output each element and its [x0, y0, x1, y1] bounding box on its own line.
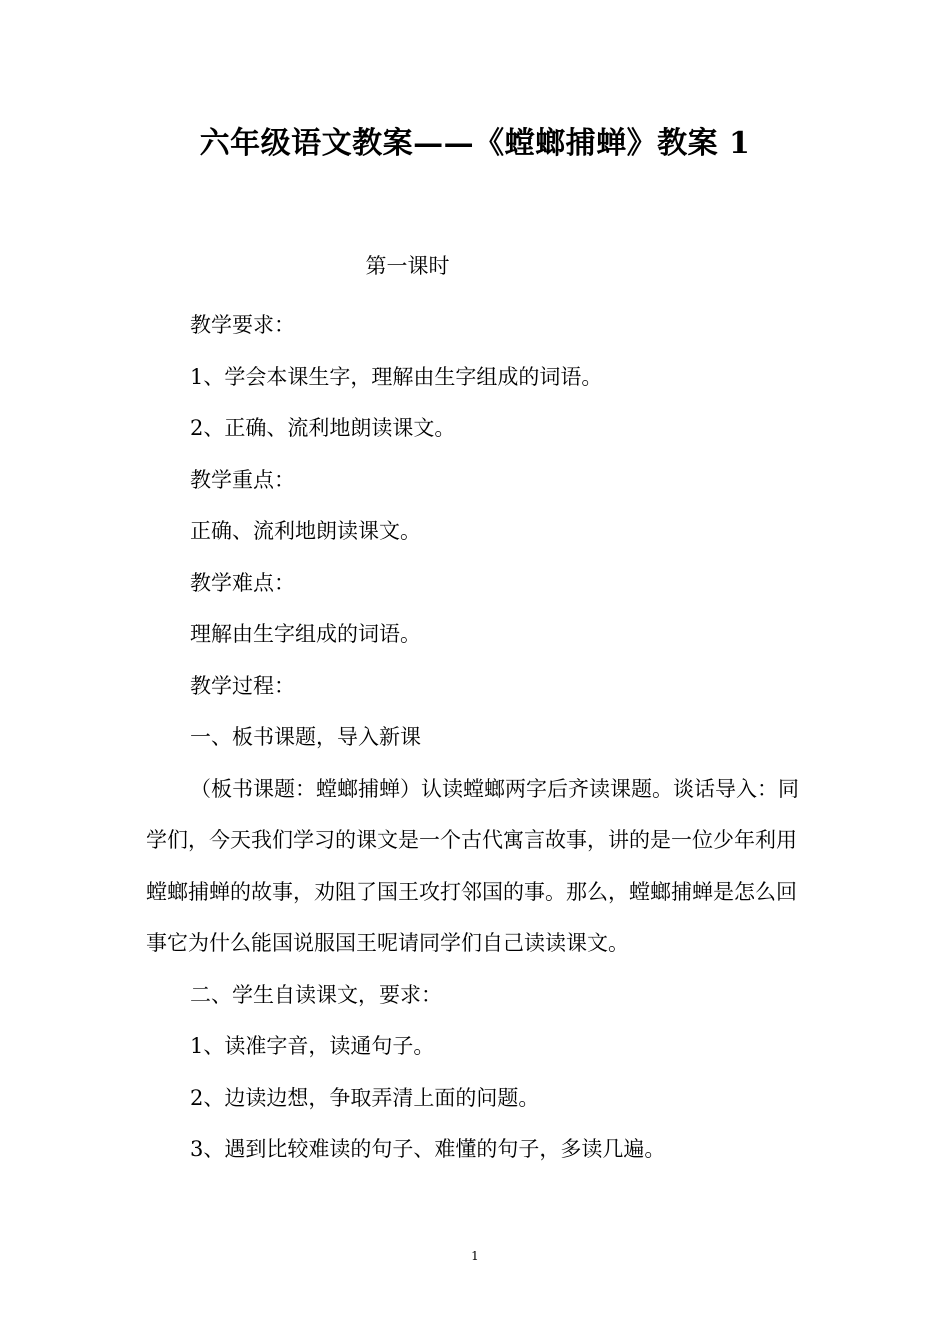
- paragraph: 1、读准字音，读通句子。: [190, 1034, 435, 1058]
- paragraph: 教学过程：: [190, 673, 295, 698]
- paragraph: 教学要求：: [190, 313, 295, 337]
- paragraph: 二、学生自读课文，要求：: [190, 982, 442, 1007]
- paragraph: 一、板书课题，导入新课: [190, 725, 421, 749]
- paragraph: 3、遇到比较难读的句子、难懂的句子，多读几遍。: [190, 1137, 666, 1161]
- paragraph: 2、正确、流利地朗读课文。: [190, 416, 456, 440]
- paragraph: 教学难点：: [190, 570, 295, 595]
- paragraph: 正确、流利地朗读课文。: [190, 519, 421, 543]
- document-body: [146, 300, 806, 1176]
- page-number: 1: [471, 1249, 479, 1263]
- section-subtitle: 第一课时: [365, 254, 450, 278]
- paragraph: 理解由生字组成的词语。: [190, 622, 421, 646]
- paragraph: 2、边读边想，争取弄清上面的问题。: [190, 1085, 540, 1110]
- document-title: 六年级语文教案——《螳螂捕蝉》教案 1: [199, 126, 751, 161]
- paragraph: 1、学会本课生字，理解由生字组成的词语。: [190, 364, 603, 389]
- paragraph: 教学重点：: [190, 467, 295, 492]
- paragraph: （板书课题：螳螂捕蝉）认读螳螂两字后齐读课题。谈话导入：同学们，今天我们学习的课文是一个古代寓言故事，讲的是一位少年利用螳螂捕蝉的故事，劝阻了国王攻打邻国的事。那么，螳螂捕蝉是怎么回事它为什么能国说服国王呢请同学们自己读读课文。: [146, 776, 799, 955]
